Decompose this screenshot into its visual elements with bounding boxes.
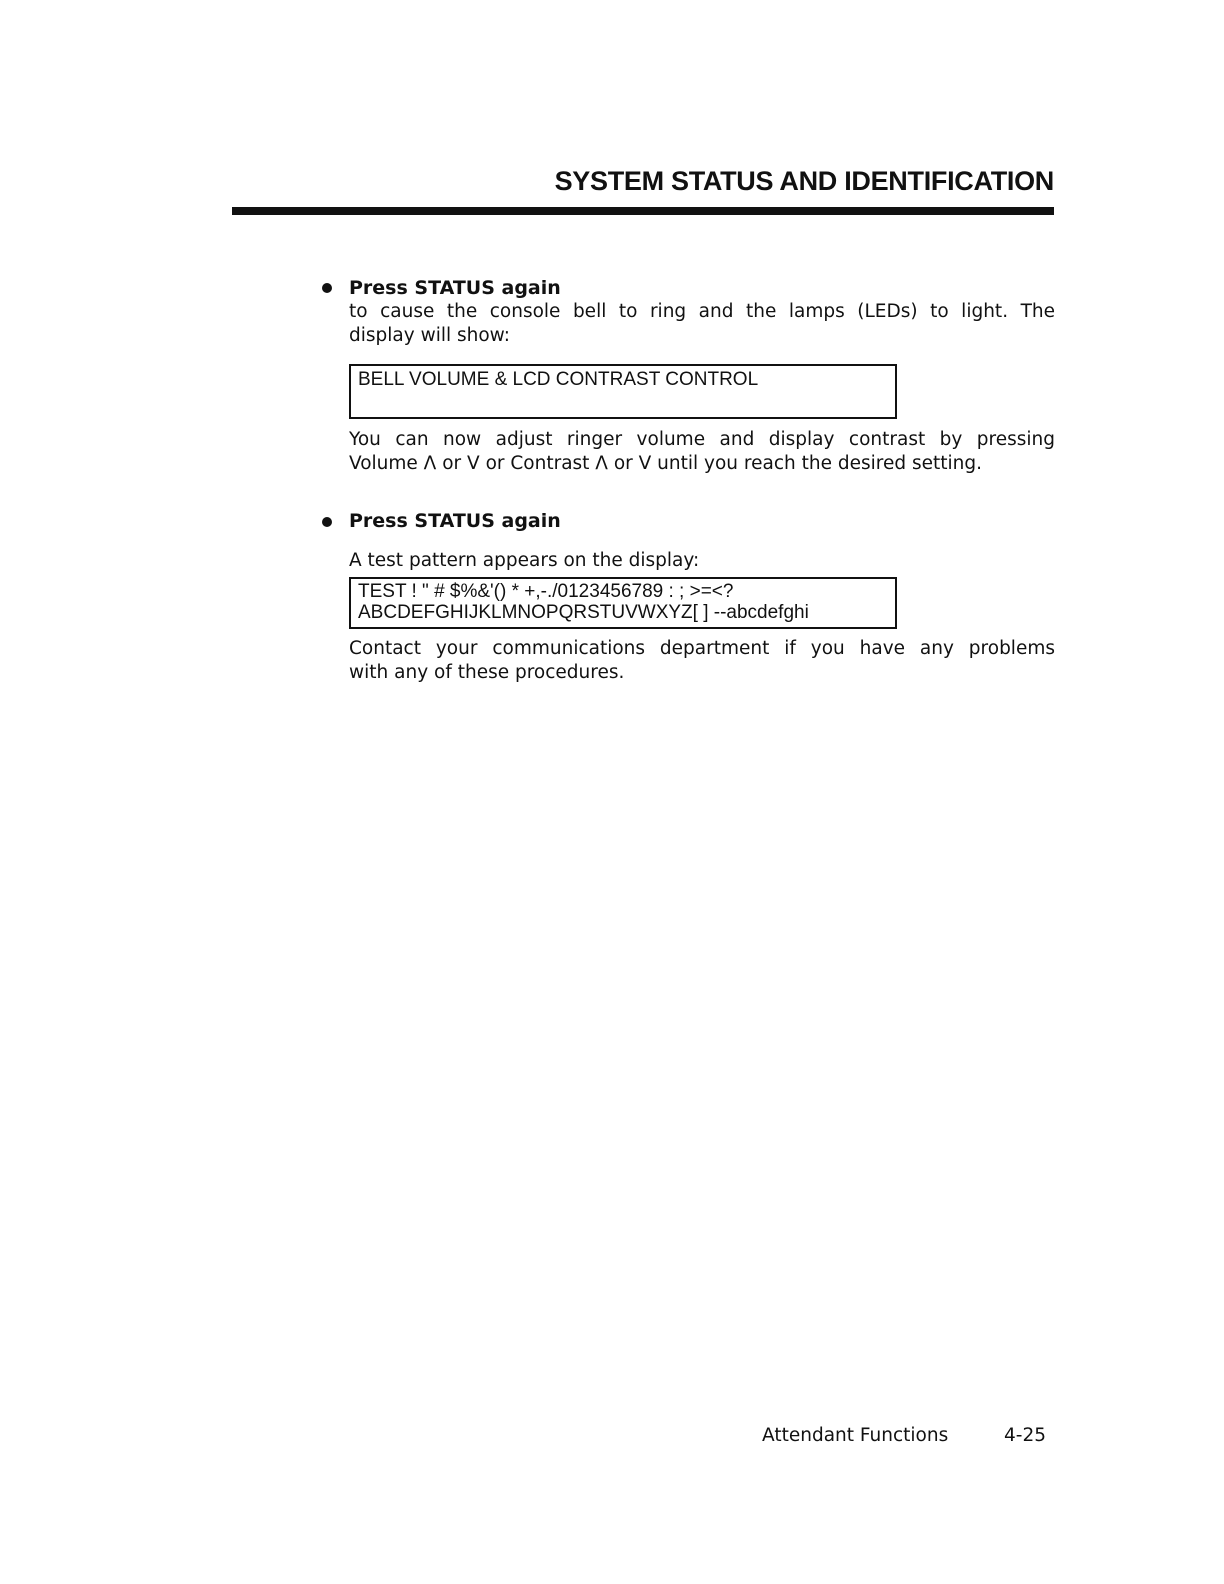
step-1-after-line-2: Volume Λ or V or Contrast Λ or V until you reach the desired setting. [349, 453, 982, 474]
display-line: BELL VOLUME & LCD CONTRAST CONTROL [358, 369, 759, 390]
step-2-after-line-1: Contact your communications department if you have any problems [349, 638, 1055, 659]
bullet-icon [322, 283, 332, 293]
footer-section-label: Attendant Functions [762, 1425, 949, 1446]
step-1-after-text [349, 428, 1055, 476]
display-line: TEST ! " # $%&'() * +,-./0123456789 : ; >=<? [358, 581, 734, 602]
header-rule [232, 207, 1054, 215]
display-box-bell-volume [349, 364, 897, 419]
step-1-body [349, 300, 1055, 348]
page-title: SYSTEM STATUS AND IDENTIFICATION [554, 166, 1054, 196]
display-box-test-pattern [349, 577, 897, 629]
display-line: ABCDEFGHIJKLMNOPQRSTUVWXYZ[ ] --abcdefghi [358, 602, 809, 623]
step-2-after-line-2: with any of these procedures. [349, 662, 625, 683]
step-2-after-text [349, 637, 1055, 685]
step-1-body-line-1: to cause the console bell to ring and the lamps (LEDs) to light. The [349, 301, 1055, 322]
step-1-body-line-2: display will show: [349, 325, 511, 346]
step-1-heading: Press STATUS again [349, 277, 561, 299]
step-2-intro [349, 549, 1055, 573]
bullet-icon [322, 517, 332, 527]
step-2-intro-line: A test pattern appears on the display: [349, 550, 700, 571]
page-number: 4-25 [1004, 1425, 1046, 1446]
step-1-after-line-1: You can now adjust ringer volume and display contrast by pressing [349, 429, 1055, 450]
step-2-heading: Press STATUS again [349, 510, 561, 532]
